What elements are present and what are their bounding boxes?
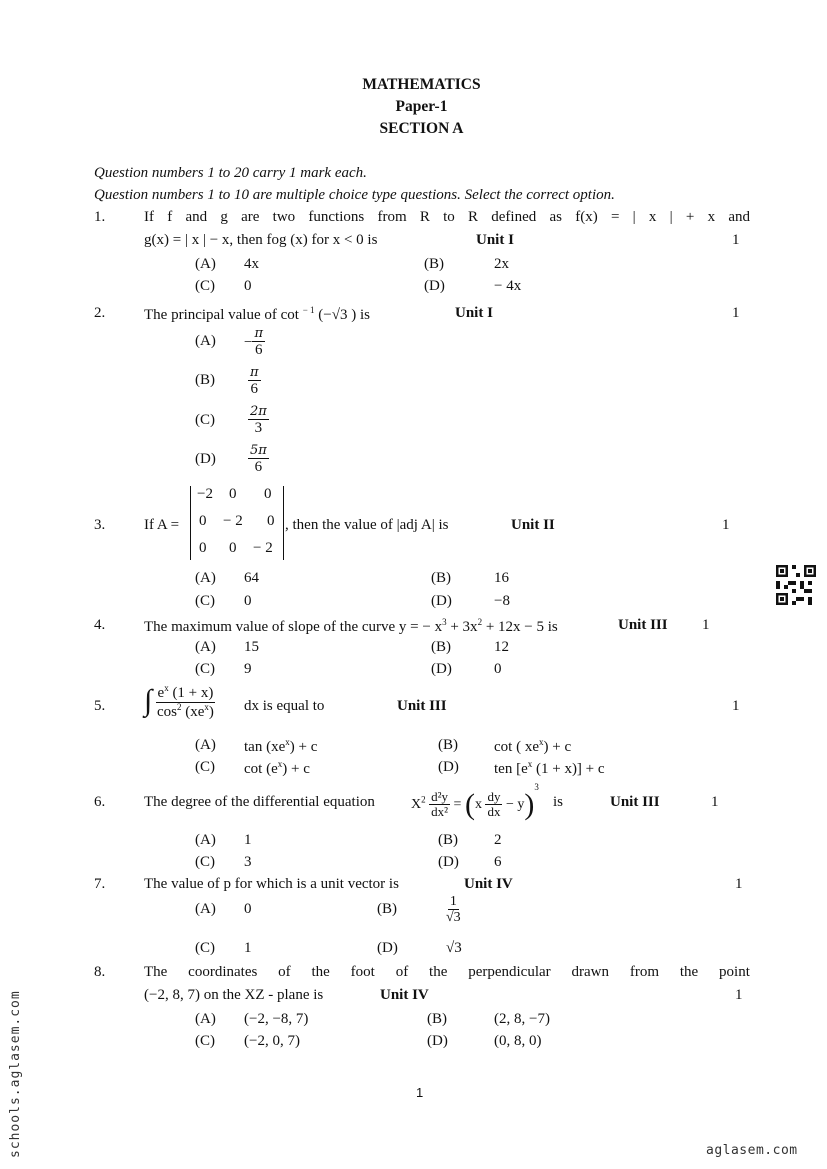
q3-opt-c-text: 0 bbox=[244, 593, 252, 609]
q6-stem-b: is bbox=[553, 794, 564, 810]
q2-opt-d-value: $\frac{5\pi}{6}$ bbox=[250, 443, 267, 476]
word: the bbox=[679, 964, 699, 980]
q5-opt-a-label: (A) bbox=[195, 737, 216, 753]
word: coordinates bbox=[188, 964, 258, 980]
q6-opt-a-label: (A) bbox=[195, 832, 216, 848]
q8-unit: Unit IV bbox=[380, 987, 429, 1003]
q8-line1 bbox=[144, 964, 750, 981]
q5-unit: Unit III bbox=[397, 698, 447, 714]
q3-opt-d-label: (D) bbox=[431, 593, 452, 609]
q1-opt-c-label: (C) bbox=[195, 278, 215, 294]
q3-stem-a: If A = bbox=[144, 517, 180, 533]
paper-title: Paper-1 bbox=[395, 98, 448, 115]
footer-watermark: aglasem.com bbox=[706, 1143, 798, 1158]
q4-stem: The maximum value of slope of the curve y = − $x^3 + 3x^2 + 12x - 5$ is bbox=[144, 617, 558, 635]
q3-opt-b-label: (B) bbox=[431, 570, 451, 586]
word: + bbox=[685, 209, 695, 225]
q2-opt-a-value: − $\frac{\pi}{6}$ bbox=[244, 326, 264, 359]
q4-unit: Unit III bbox=[618, 617, 668, 633]
word: point bbox=[719, 964, 750, 980]
q8-line2: (−2, 8, 7) on the XZ - plane is bbox=[144, 987, 324, 1003]
word: from bbox=[629, 964, 660, 980]
q3-opt-a-label: (A) bbox=[195, 570, 216, 586]
q4-opt-a-label: (A) bbox=[195, 639, 216, 655]
q1-opt-a-label: (A) bbox=[195, 256, 216, 272]
q3-opt-d-text: −8 bbox=[494, 593, 510, 609]
q7-number: 7. bbox=[94, 876, 106, 892]
q1-number: 1. bbox=[94, 209, 106, 225]
word: The bbox=[144, 964, 168, 980]
word: R bbox=[468, 209, 479, 225]
q6-opt-b-text: 2 bbox=[494, 832, 502, 848]
q4-opt-d-text: 0 bbox=[494, 661, 502, 677]
q1-opt-c-text: 0 bbox=[244, 278, 252, 294]
word: drawn bbox=[571, 964, 610, 980]
q7-opt-d-label: (D) bbox=[377, 940, 398, 956]
q2-opt-a-label: (A) bbox=[195, 333, 216, 349]
q1-line1 bbox=[144, 209, 750, 226]
q5-stem-b: dx is equal to bbox=[244, 698, 325, 714]
q8-marks: 1 bbox=[735, 987, 743, 1003]
q4-opt-c-text: 9 bbox=[244, 661, 252, 677]
word: x bbox=[648, 209, 657, 225]
q7-opt-c-text: 1 bbox=[244, 940, 252, 956]
word: of bbox=[395, 964, 409, 980]
q5-integral-sign: ∫ bbox=[144, 684, 153, 717]
q3-opt-b-text: 16 bbox=[494, 570, 509, 586]
q6-unit: Unit III bbox=[610, 794, 660, 810]
section-title: SECTION A bbox=[379, 120, 464, 137]
word: f bbox=[167, 209, 173, 225]
q4-opt-c-label: (C) bbox=[195, 661, 215, 677]
q2-marks: 1 bbox=[732, 305, 740, 321]
q8-opt-d-text: (0, 8, 0) bbox=[494, 1033, 542, 1049]
q5-opt-c-text: $\cot (e^x) + c$ bbox=[244, 759, 310, 777]
word: = bbox=[610, 209, 620, 225]
q8-number: 8. bbox=[94, 964, 106, 980]
q1-opt-a-text: 4x bbox=[244, 256, 259, 272]
q3-unit: Unit II bbox=[511, 517, 555, 533]
q5-number: 5. bbox=[94, 698, 106, 714]
q8-opt-b-text: (2, 8, −7) bbox=[494, 1011, 550, 1027]
q7-marks: 1 bbox=[735, 876, 743, 892]
q7-stem: The value of p for which is a unit vector is bbox=[144, 876, 399, 892]
q5-opt-d-label: (D) bbox=[438, 759, 459, 775]
q3-stem-b: , then the value of |adj A| is bbox=[285, 517, 449, 533]
q4-opt-b-label: (B) bbox=[431, 639, 451, 655]
q2-opt-d-label: (D) bbox=[195, 451, 216, 467]
q8-opt-c-label: (C) bbox=[195, 1033, 215, 1049]
q7-opt-c-label: (C) bbox=[195, 940, 215, 956]
word: | bbox=[669, 209, 673, 225]
side-watermark: schools.aglasem.com bbox=[8, 990, 23, 1158]
q2-opt-c-label: (C) bbox=[195, 412, 215, 428]
q7-unit: Unit IV bbox=[464, 876, 513, 892]
q3-opt-a-text: 64 bbox=[244, 570, 259, 586]
q6-opt-d-label: (D) bbox=[438, 854, 459, 870]
q8-opt-a-label: (A) bbox=[195, 1011, 216, 1027]
q6-marks: 1 bbox=[711, 794, 719, 810]
q6-opt-b-label: (B) bbox=[438, 832, 458, 848]
word: R bbox=[419, 209, 430, 225]
q6-stem: The degree of the differential equation bbox=[144, 794, 375, 810]
q2-stem: The principal value of cot $^{- 1}$ (−√3 ) is bbox=[144, 305, 370, 323]
q4-opt-a-text: 15 bbox=[244, 639, 259, 655]
q6-opt-c-label: (C) bbox=[195, 854, 215, 870]
word: | bbox=[632, 209, 636, 225]
q1-unit: Unit I bbox=[476, 232, 514, 248]
q3-number: 3. bbox=[94, 517, 106, 533]
q4-opt-b-text: 12 bbox=[494, 639, 509, 655]
q6-opt-c-text: 3 bbox=[244, 854, 252, 870]
q1-opt-b-text: 2x bbox=[494, 256, 509, 272]
q2-number: 2. bbox=[94, 305, 106, 321]
q6-equation: $X^2$ $\frac{\text{d²y}}{\text{dx²}}$ = (x $\frac{dy}{dx}$ − y)$^3$ bbox=[411, 782, 539, 821]
q2-opt-b-value: $\frac{\pi}{6}$ bbox=[250, 365, 259, 398]
word: from bbox=[377, 209, 407, 225]
q4-number: 4. bbox=[94, 617, 106, 633]
word: perpendicular bbox=[468, 964, 551, 980]
word: If bbox=[144, 209, 154, 225]
subject-title: MATHEMATICS bbox=[362, 76, 481, 93]
q8-opt-c-text: (−2, 0, 7) bbox=[244, 1033, 300, 1049]
q3-opt-c-label: (C) bbox=[195, 593, 215, 609]
word: the bbox=[311, 964, 330, 980]
q8-opt-d-label: (D) bbox=[427, 1033, 448, 1049]
word: g bbox=[220, 209, 228, 225]
word: to bbox=[443, 209, 455, 225]
q7-opt-a-label: (A) bbox=[195, 901, 216, 917]
word: of bbox=[278, 964, 291, 980]
q1-opt-d-label: (D) bbox=[424, 278, 445, 294]
q3-marks: 1 bbox=[722, 517, 730, 533]
instruction-2: Question numbers 1 to 10 are multiple choice type questions. Select the correct option. bbox=[94, 187, 615, 203]
word: foot bbox=[350, 964, 375, 980]
word: as bbox=[549, 209, 562, 225]
instruction-1: Question numbers 1 to 20 carry 1 mark each. bbox=[94, 165, 367, 181]
q7-opt-b-label: (B) bbox=[377, 901, 397, 917]
word: two bbox=[272, 209, 296, 225]
q2-opt-b-label: (B) bbox=[195, 372, 215, 388]
q8-opt-b-label: (B) bbox=[427, 1011, 447, 1027]
q2-sqrt: √3 bbox=[331, 307, 348, 323]
q5-opt-a-text: $\tan (xe^x) + c$ bbox=[244, 737, 318, 755]
q5-integrand: $\frac{e^x (1 + x)}{\cos^2 (xe^x)}$ bbox=[157, 683, 214, 720]
page-number: 1 bbox=[416, 1085, 424, 1100]
q3-matrix: −2 0 0 0 − 2 0 0 0 − 2 bbox=[190, 486, 284, 560]
q5-opt-c-label: (C) bbox=[195, 759, 215, 775]
q5-opt-b-text: cot ( $xe^x) + c$ bbox=[494, 737, 572, 755]
q7-opt-d-text: √3 bbox=[446, 940, 462, 956]
word: and bbox=[728, 209, 750, 225]
q1-line2: g(x) = | x | − x, then fog (x) for x < 0 is bbox=[144, 232, 378, 248]
word: f(x) bbox=[575, 209, 598, 225]
word: are bbox=[241, 209, 260, 225]
q1-opt-b-label: (B) bbox=[424, 256, 444, 272]
word: defined bbox=[491, 209, 537, 225]
q6-number: 6. bbox=[94, 794, 106, 810]
q4-marks: 1 bbox=[702, 617, 710, 633]
q7-opt-a-text: 0 bbox=[244, 901, 252, 917]
q8-opt-a-text: (−2, −8, 7) bbox=[244, 1011, 309, 1027]
q6-opt-a-text: 1 bbox=[244, 832, 252, 848]
q2-opt-c-value: $\frac{2\pi}{3}$ bbox=[250, 404, 267, 437]
q2-unit: Unit I bbox=[455, 305, 493, 321]
qr-code bbox=[776, 565, 816, 605]
q1-opt-d-text: − 4x bbox=[494, 278, 522, 294]
word: x bbox=[707, 209, 716, 225]
word: the bbox=[429, 964, 448, 980]
q1-marks: 1 bbox=[732, 232, 740, 248]
word: functions bbox=[308, 209, 365, 225]
q7-opt-b-value: $\frac{1}{√3}$ bbox=[446, 894, 461, 926]
q5-opt-d-text: ten [$e^x$ (1 + x)] + c bbox=[494, 759, 605, 777]
word: and bbox=[185, 209, 208, 225]
q6-opt-d-text: 6 bbox=[494, 854, 502, 870]
q5-marks: 1 bbox=[732, 698, 740, 714]
q4-opt-d-label: (D) bbox=[431, 661, 452, 677]
q5-opt-b-label: (B) bbox=[438, 737, 458, 753]
